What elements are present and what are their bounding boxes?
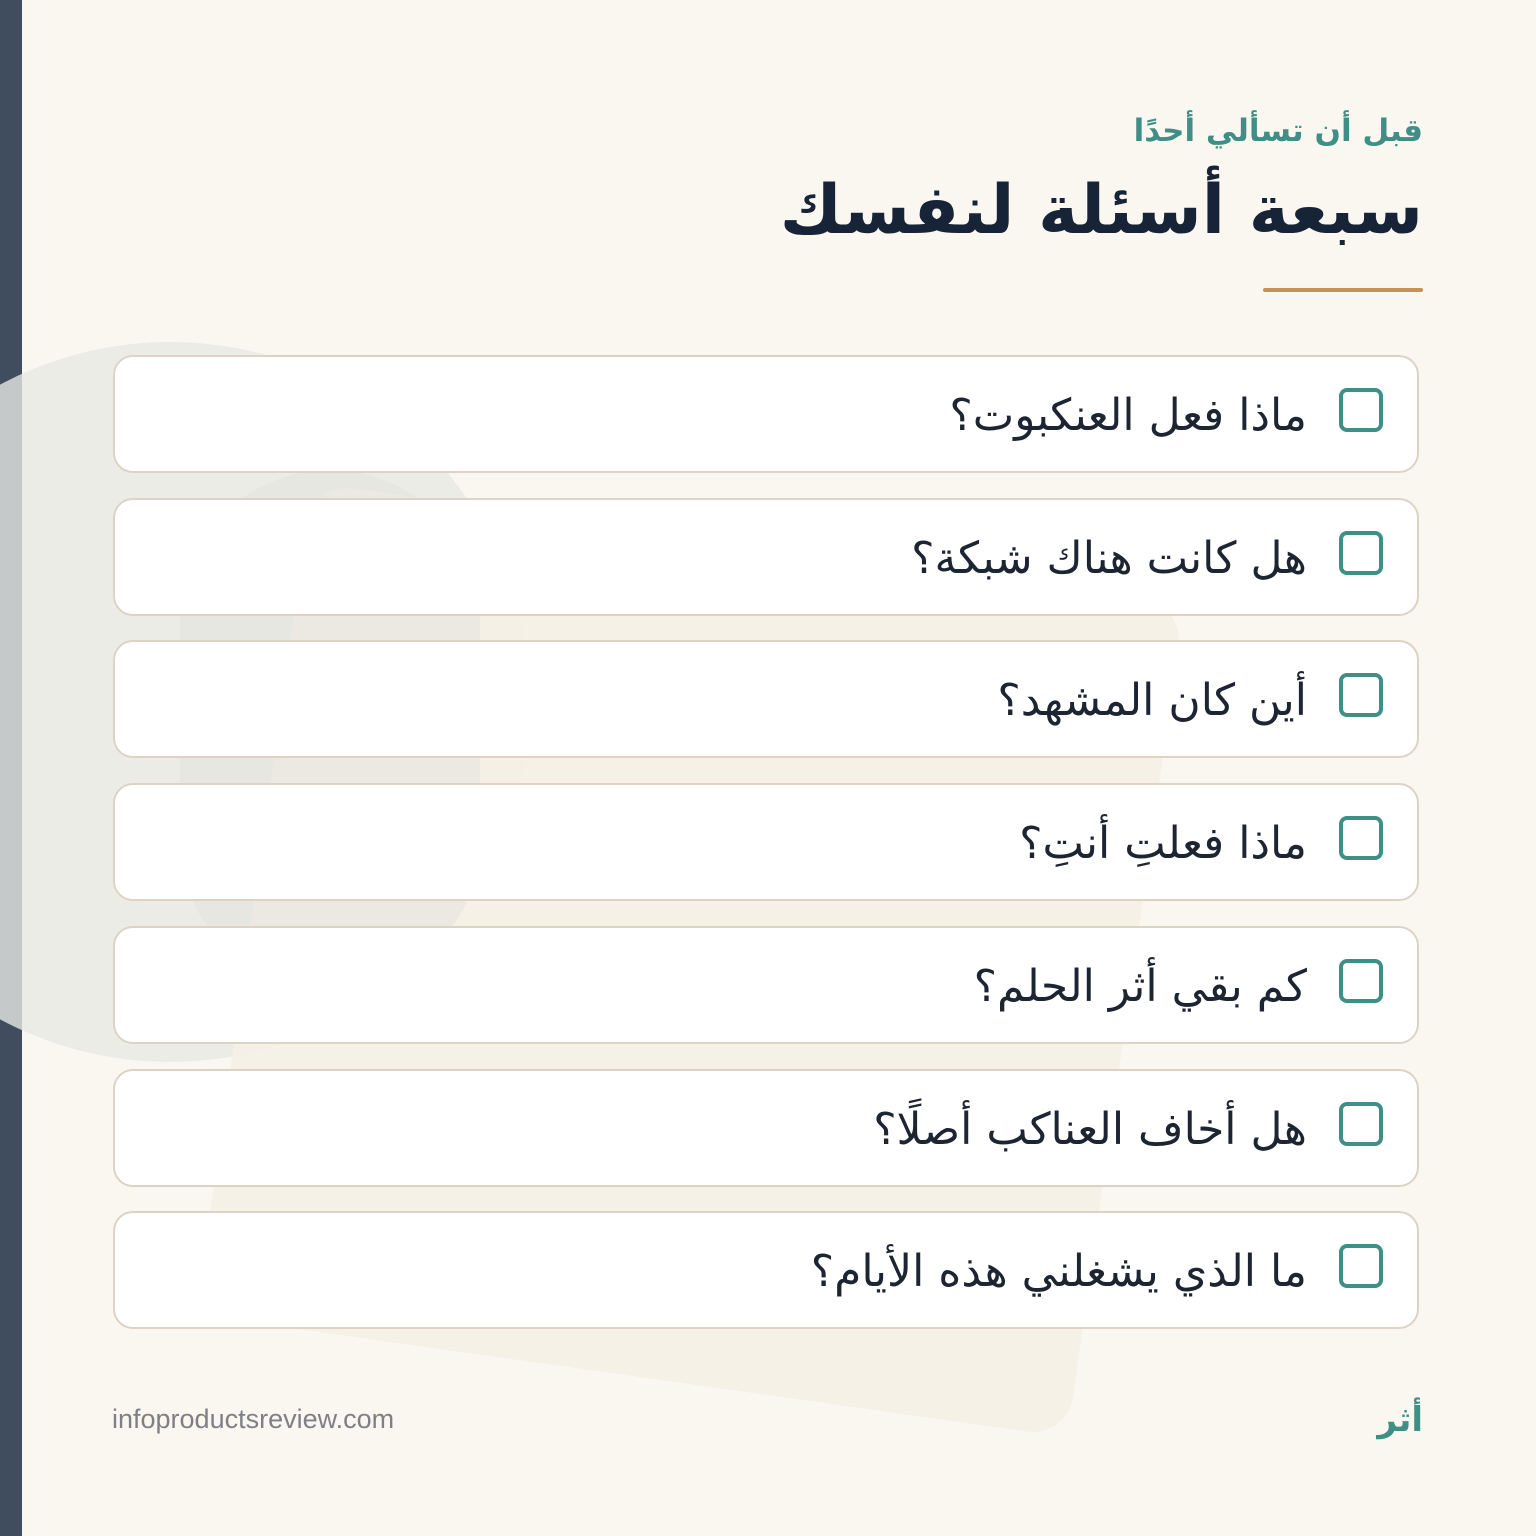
page-subtitle: قبل أن تسألي أحدًا [1133,113,1423,149]
header [423,108,1423,254]
question-label: أين كان المشهد؟ [997,675,1307,726]
question-item-6[interactable] [113,1069,1419,1187]
question-label: ماذا فعلتِ أنتِ؟ [1019,818,1307,869]
checkbox-icon[interactable] [1339,816,1383,860]
question-item-1[interactable] [113,355,1419,473]
question-item-3[interactable] [113,640,1419,758]
checkbox-icon[interactable] [1339,1102,1383,1146]
title-accent-divider [1263,288,1423,292]
questions-checklist [113,355,1423,1335]
question-item-2[interactable] [113,498,1419,616]
brand-logo-text: أثر [1377,1400,1423,1440]
question-label: ما الذي يشغلني هذه الأيام؟ [810,1246,1307,1297]
question-item-5[interactable] [113,926,1419,1044]
question-item-7[interactable] [113,1211,1419,1329]
checkbox-icon[interactable] [1339,673,1383,717]
question-label: هل كانت هناك شبكة؟ [911,533,1307,584]
page-title: سبعة أسئلة لنفسك [779,171,1423,250]
checkbox-icon[interactable] [1339,531,1383,575]
question-item-4[interactable] [113,783,1419,901]
question-label: هل أخاف العناكب أصلًا؟ [873,1104,1307,1155]
checkbox-icon[interactable] [1339,388,1383,432]
question-label: ماذا فعل العنكبوت؟ [949,390,1307,441]
question-label: كم بقي أثر الحلم؟ [973,961,1307,1012]
footer-website: infoproductsreview.com [112,1404,395,1434]
checkbox-icon[interactable] [1339,959,1383,1003]
checkbox-icon[interactable] [1339,1244,1383,1288]
